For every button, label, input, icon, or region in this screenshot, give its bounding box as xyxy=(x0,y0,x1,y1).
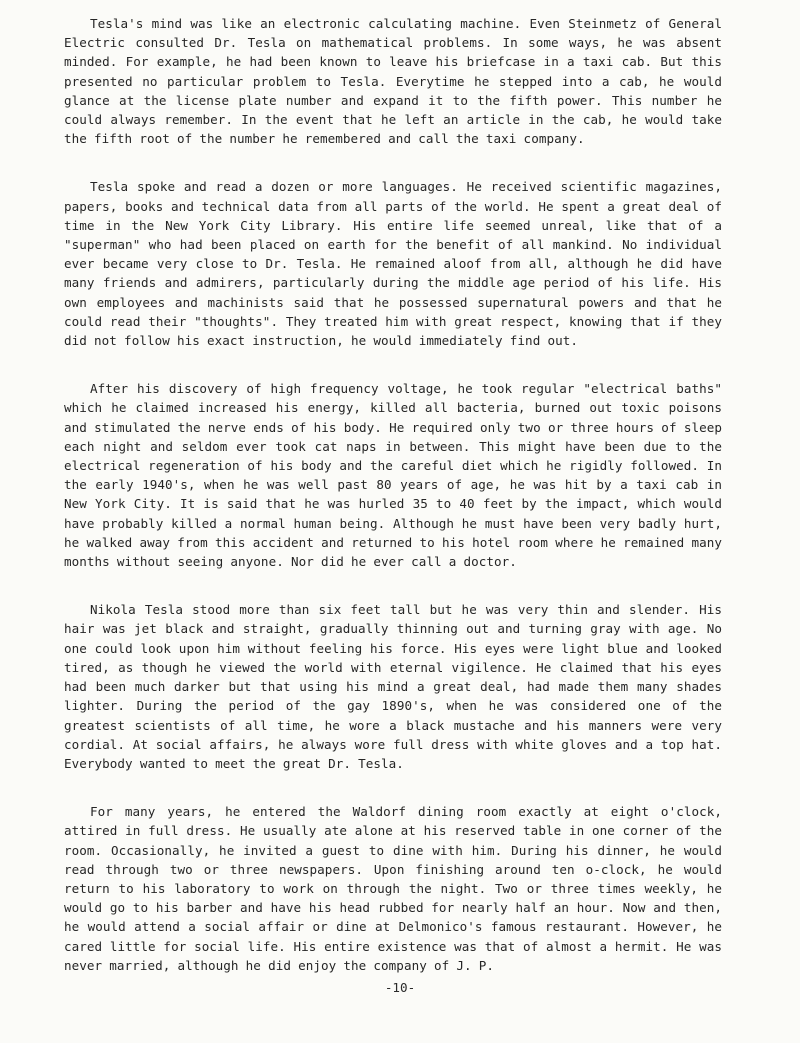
paragraph-languages: Tesla spoke and read a dozen or more languages. He received scientific magazines, papers, books and technical data from all parts of the world. He spent a great deal of time in the New York City Library. His entire life seemed unreal, like that of a "superman" who had been placed on earth for the benefit of all mankind. No individual ever became very close to Dr. Tesla. He remained aloof from all, although he did have many friends and admirers, particularly during the middle age period of his life. His own employees and machinists said that he possessed supernatural powers and that he could read their "thoughts". They treated him with great respect, knowing that if they did not follow his exact instruction, he would immediately find out. xyxy=(64,179,722,349)
paragraph-calculating-mind: Tesla's mind was like an electronic calculating machine. Even Steinmetz of General Electric consulted Dr. Tesla on mathematical problems. In some ways, he was absent minded. For example, he had been known to leave his briefcase in a taxi cab. But this presented no particular problem to Tesla. Everytime he stepped into a cab, he would glance at the license plate number and expand it to the fifth power. This number he could always remember. In the event that he left an article in the cab, he would take the fifth root of the number he remembered and call the taxi company. xyxy=(64,16,722,147)
page-number: -10- xyxy=(384,980,416,995)
paragraph-appearance: Nikola Tesla stood more than six feet tall but he was very thin and slender. His hair was jet black and straight, gradually thinning out and turning gray with age. No one could look upon him without feeling his force. His eyes were light blue and looked tired, as though he viewed the world with eternal vigilence. He claimed that his eyes had been much darker but that using his mind a great deal, had made them many shades lighter. During the period of the gay 1890's, when he was considered one of the greatest scientists of all time, he wore a black mustache and his manners were very cordial. At social affairs, he always wore full dress with white gloves and a top hat. Everybody wanted to meet the great Dr. Tesla. xyxy=(64,602,722,771)
paragraph-waldorf-routine: For many years, he entered the Waldorf dining room exactly at eight o'clock, attired in full dress. He usually ate alone at his reserved table in one corner of the room. Occasionally, he invited a guest to dine with him. During his dinner, he would read through two or three newspapers. Upon finishing around ten o-clock, he would return to his laboratory to work on through the night. Two or three times weekly, he would go to his barber and have his head rubbed for nearly half an hour. Now and then, he would attend a social affair or dine at Delmonico's famous restaurant. However, he cared little for social life. His entire existence was that of almost a hermit. He was never married, although he did enjoy the company of J. P. xyxy=(64,804,722,973)
paragraph-electrical-baths: After his discovery of high frequency voltage, he took regular "electrical baths" which he claimed increased his energy, killed all bacteria, burned out toxic poisons and stimulated the nerve ends of his body. He required only two or three hours of sleep each night and seldom ever took cat naps in between. This might have been due to the electrical regeneration of his body and the careful diet which he rigidly followed. In the early 1940's, when he was well past 80 years of age, he was hit by a taxi cab in New York City. It is said that he was hurled 35 to 40 feet by the impact, which would have probably killed a normal human being. Although he must have been very badly hurt, he walked away from this accident and returned to his hotel room where he remained many months without seeing anyone. Nor did he ever call a doctor. xyxy=(64,381,722,570)
